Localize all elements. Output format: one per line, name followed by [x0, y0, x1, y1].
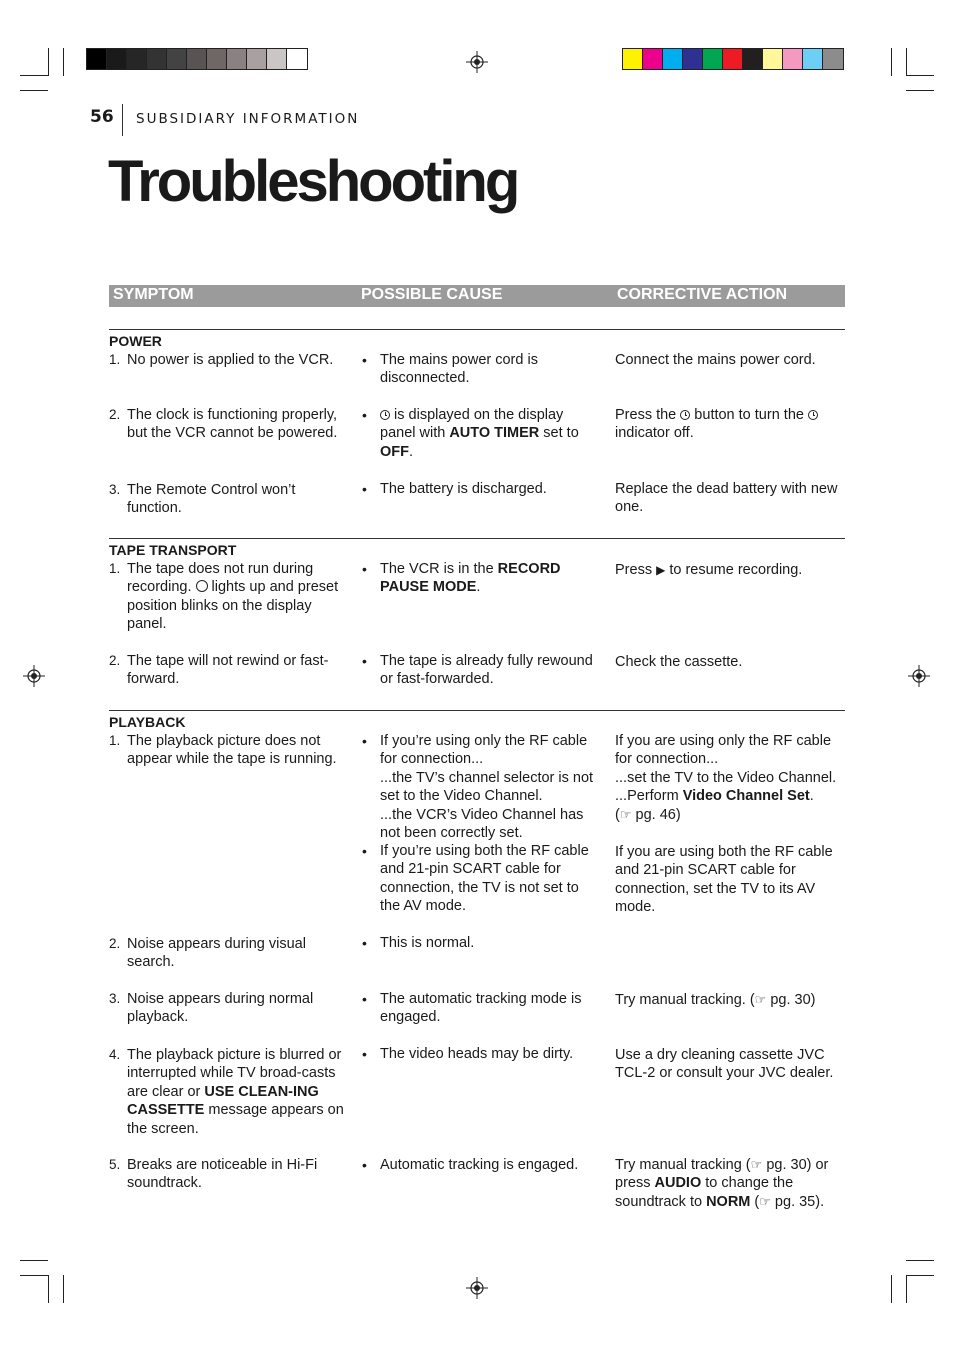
column-header-action: CORRECTIVE ACTION: [617, 286, 788, 303]
color-swatch: [207, 49, 227, 69]
symptom-text: Noise appears during visual search.: [127, 936, 306, 971]
cause-text: The mains power cord is disconnected.: [380, 352, 538, 387]
color-swatch: [287, 49, 307, 69]
page-reference-icon: ☞: [619, 806, 632, 822]
crop-mark: [20, 90, 48, 91]
cause-text: The video heads may be dirty.: [380, 1046, 574, 1062]
play-icon: ▶: [656, 563, 666, 577]
bullet: •: [362, 481, 367, 497]
crop-mark: [20, 75, 48, 76]
timer-clock-icon: [680, 410, 690, 420]
registration-mark-icon: [466, 1277, 488, 1299]
timer-clock-icon: [380, 410, 390, 420]
color-swatch: [823, 49, 843, 69]
page-title: Troubleshooting: [108, 149, 518, 214]
action-text: If you are using only the RF cable for connection... ...set the TV to the Video Channel. ...Perform Video Channel Set. (☞ pg. 46): [615, 733, 837, 823]
crop-mark: [63, 48, 64, 76]
item-number: 2.: [109, 407, 121, 422]
symptom-text: The playback picture does not appear while the tape is running.: [127, 733, 337, 768]
color-swatch: [167, 49, 187, 69]
color-swatch: [127, 49, 147, 69]
category-tape-transport: TAPE TRANSPORT: [109, 542, 237, 558]
crop-mark: [906, 1275, 907, 1303]
item-number: 2.: [109, 653, 121, 668]
crop-mark: [20, 1275, 48, 1276]
cause-text: The battery is discharged.: [380, 481, 547, 497]
item-number: 1.: [109, 733, 121, 748]
symptom-text: Noise appears during normal playback.: [127, 991, 314, 1026]
registration-mark-icon: [908, 665, 930, 687]
bullet: •: [362, 843, 367, 859]
column-header-cause: POSSIBLE CAUSE: [361, 286, 503, 303]
crop-mark: [906, 48, 907, 76]
page-reference-icon: ☞: [759, 1193, 771, 1209]
item-number: 5.: [109, 1157, 121, 1172]
color-swatch: [247, 49, 267, 69]
item-number: 3.: [109, 482, 121, 497]
crop-mark: [20, 1260, 48, 1261]
symptom-text: The playback picture is blurred or interrupted while TV broad-casts are clear or USE CLEAN-ING CASSETTE message appears on the screen.: [127, 1047, 344, 1137]
cause-text: The VCR is in the RECORD PAUSE MODE.: [380, 561, 561, 596]
item-number: 1.: [109, 352, 121, 367]
color-swatch: [783, 49, 803, 69]
header-divider: [122, 104, 123, 136]
symptom-text: The tape will not rewind or fast-forward.: [127, 653, 329, 688]
registration-mark-icon: [23, 665, 45, 687]
timer-clock-icon: [808, 410, 818, 420]
color-swatch: [623, 49, 643, 69]
column-header-symptom: SYMPTOM: [113, 286, 194, 303]
cause-text: is displayed on the display panel with AUTO TIMER set to OFF.: [380, 407, 579, 460]
bullet: •: [362, 1046, 367, 1062]
crop-mark: [906, 90, 934, 91]
color-swatch: [763, 49, 783, 69]
color-swatch: [227, 49, 247, 69]
color-swatch: [107, 49, 127, 69]
category-playback: PLAYBACK: [109, 714, 186, 730]
page-reference-icon: ☞: [754, 992, 767, 1007]
symptom-text: The Remote Control won’t function.: [127, 482, 296, 517]
section-divider: [109, 710, 845, 711]
symptom-text: The tape does not run during recording. lights up and preset position blinks on the display panel.: [127, 561, 339, 633]
bullet: •: [362, 935, 367, 951]
action-text: Replace the dead battery with new one.: [615, 481, 838, 516]
page-reference-icon: ☞: [750, 1157, 763, 1172]
registration-mark-icon: [466, 51, 488, 73]
symptom-text: Breaks are noticeable in Hi-Fi soundtrack.: [127, 1157, 318, 1192]
color-swatch: [663, 49, 683, 69]
bullet: •: [362, 653, 367, 669]
crop-mark: [891, 1275, 892, 1303]
cause-text: Automatic tracking is engaged.: [380, 1157, 579, 1173]
section-label: SUBSIDIARY INFORMATION: [136, 111, 360, 127]
record-indicator-icon: [196, 580, 208, 592]
item-number: 3.: [109, 991, 121, 1006]
bullet: •: [362, 352, 367, 368]
crop-mark: [63, 1275, 64, 1303]
action-text: Use a dry cleaning cassette JVC TCL-2 or consult your JVC dealer.: [615, 1047, 834, 1082]
crop-mark: [48, 48, 49, 76]
section-divider: [109, 538, 845, 539]
item-number: 4.: [109, 1047, 121, 1062]
action-text: Check the cassette.: [615, 654, 743, 670]
bullet: •: [362, 561, 367, 577]
crop-mark: [906, 1260, 934, 1261]
action-text: Connect the mains power cord.: [615, 352, 816, 368]
column-header-bar: [109, 285, 845, 307]
symptom-text: No power is applied to the VCR.: [127, 352, 334, 368]
bullet: •: [362, 991, 367, 1007]
grayscale-calibration-bar: [86, 48, 308, 70]
cause-text: The tape is already fully rewound or fast-forwarded.: [380, 653, 593, 688]
action-text: Press the button to turn the indicator off.: [615, 406, 847, 443]
bullet: •: [362, 733, 367, 749]
item-number: 2.: [109, 936, 121, 951]
category-power: POWER: [109, 333, 162, 349]
action-text: Try manual tracking. (☞ pg. 30): [615, 992, 816, 1008]
crop-mark: [906, 75, 934, 76]
crop-mark: [48, 1275, 49, 1303]
crop-mark: [891, 48, 892, 76]
color-swatch: [703, 49, 723, 69]
cause-text: If you’re using both the RF cable and 21-pin SCART cable for connection, the TV is not set to the AV mode.: [380, 843, 589, 915]
cause-text: If you’re using only the RF cable for connection... ...the TV’s channel selector is not set to the Video Channel. ...the VCR’s Video Channel has not been correctly set.: [380, 733, 594, 842]
item-number: 1.: [109, 561, 121, 576]
symptom-text: The clock is functioning properly, but the VCR cannot be powered.: [127, 407, 338, 442]
action-text: If you are using both the RF cable and 21-pin SCART cable for connection, set the TV to its AV mode.: [615, 844, 833, 916]
color-swatch: [643, 49, 663, 69]
action-text: Try manual tracking (☞ pg. 30) or press AUDIO to change the soundtrack to NORM (☞ pg. 35).: [615, 1157, 829, 1210]
page-number: 56: [90, 107, 114, 127]
color-calibration-bar: [622, 48, 844, 70]
bullet: •: [362, 1157, 367, 1173]
bullet: •: [362, 407, 367, 423]
color-swatch: [683, 49, 703, 69]
cause-text: This is normal.: [380, 935, 475, 951]
color-swatch: [267, 49, 287, 69]
action-text: Press ▶ to resume recording.: [615, 562, 803, 578]
color-swatch: [87, 49, 107, 69]
color-swatch: [187, 49, 207, 69]
color-swatch: [803, 49, 823, 69]
color-swatch: [147, 49, 167, 69]
crop-mark: [906, 1275, 934, 1276]
section-divider: [109, 329, 845, 330]
color-swatch: [743, 49, 763, 69]
color-swatch: [723, 49, 743, 69]
cause-text: The automatic tracking mode is engaged.: [380, 991, 582, 1026]
